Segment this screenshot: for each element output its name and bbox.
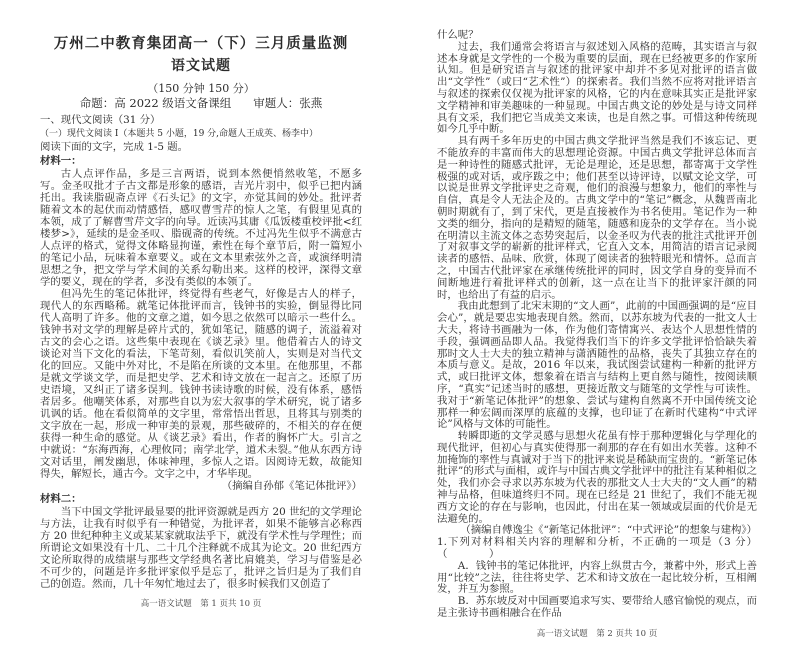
page-footer: 高一语文试题 第 2 页共 10 页 [536, 628, 658, 639]
material1-source: （摘编自孙郁《笔记体批评》） [221, 480, 362, 492]
material2-paragraph: 我由此想到了北宋末期的“文人画”，此前的中国画强调的是“应目会心”，就是要忠实地表现自然。然而，以苏东坡为代表的一批文人士大夫，将诗书画融为一体，作为他们寄情寓兴、表达个人思想性情的手段，强调画品即人品。我觉得我们当下的许多文学批评恰恰缺失着那时文人士大夫的独立精神与潇洒随性的品格，丧失了其独立存在的本质与意义。是故，2016 年以来，我试图尝试建构一种新的批评方式，或曰批评文体，想象着在语言与结构上更自然与随性，按阅读顺序，“真实”记述当时的感想，更接近散文与随笔的文学性与可读性。我对于“新笔记体批评”的想象、尝试与建构自然离不开中国传统文论那样一种宏阔而深厚的底蕴的支撑，也印证了在新时代建构“中式评论”风格与文体的可能性。 [437, 300, 757, 431]
question-1-stem: 1.下列对材料相关内容的理解和分析，不正确的一项是（3 分）（ ） [437, 536, 757, 561]
material1-label: 材料一： [40, 155, 82, 167]
subsection-heading: （一）现代文阅读 I（本题共 5 小题，19 分,命题人王成英、杨李中） [40, 129, 319, 139]
question-1-option-a: A．钱钟书的笔记体批评，内容上纵贯古今，兼蓄中外，形式上善用“比较”之法，往往将史学、艺术和诗文放在一起比较分析，互相阐发，并互为参照。 [437, 559, 757, 596]
exam-page-2 [397, 0, 794, 652]
material2-paragraph: 当下中国文学批评最显要的批评资源就是西方 20 世纪的文学理论与方法，让我有时似乎有一种错觉，为批评者，如果不能够言必称西方 20 世纪种种主义或某某家就取法乎下，就没有学术性与学理性；而所谓论文如果没有十几、二十几个注释就不成其为论文。20 世纪西方文论所取得的成绩堪与那些文学经典名著比肩媲美，学习与借鉴是必不可少的，问题是许多批评家似乎是忘了，批评之旨归是为了我们自己的创造。然而，几十年匆忙地过去了，很多时候我们又创造了 [40, 506, 362, 590]
exam-title: 万州二中教育集团高一（下）三月质量监测 [53, 35, 349, 52]
material2-label: 材料二： [40, 493, 82, 505]
instruction: 阅读下面的文字，完成 1-5 题。 [40, 141, 189, 153]
time-score: （150 分钟 150 分） [147, 82, 255, 95]
material1-paragraph: 古人点评作品，多是三言两语，说到本然便悄然收笔，不愿多写。金圣叹批才子古文都是形象的感语，吉光片羽中，似乎已把内涵托出。我读脂砚斋点评《石头记》的文字，亦觉其间的妙处。批评者随着文本的起伏而动情感悟，感叹曹雪芹的惊人之笔，有假里见真的本领，成了了解曹雪芹文字的向导。近读冯其庸《瓜饭楼重校评批<红楼梦>》，延续的是金圣叹、脂砚斋的传统。不过冯先生似乎不满意古人点评的格式，觉得文体略显拘谨，索性在每个章节后，附一篇短小的笔记小品，玩味着本章要义。或在文本里索弦外之音，或演绎明清思想之争，把文学与学术间的关系勾勒出来。这样的校评，深得文章学的要义，现在的学者，多没有类似的本领了。 [40, 168, 362, 288]
material1-paragraph: 但冯先生的笔记体批评，终觉得有些老气，好像是古人的样子，现代人的东西略稀。就笔记体批评而言，钱钟书的实验，倒显得比同代人高明了许多。他的文章之道，如今思之依然可以暗示一些什么。钱钟书对文学的理解是碎片式的，犹如笔记，随感的调子，流溢着对古文的会心之语。这些集中表现在《谈艺录》里。他借着古人的诗文谈论对当下文化的看法，下笔苛刻，看似讥笑前人，实则是对当代文化的回应。又能中外对比，不是陷在所谈的文本里。在他那里，不都是就文学谈文学，而是把史学、艺术和诗文放在一起言之。还原了历史语境，又纠正了诸多误判。钱钟书读诗歌的时候，没有体系，感悟者居多。他嘲笑体系，对那些自以为宏大叙事的学术研究，说了诸多讥讽的话。他在看似简单的文字里，常常悟出哲思，且将其与别类的文字放在一起，形成一种审美的景观，那些破碎的，不相关的存在便获得一种生命的感觉。从《谈艺录》看出，作者的胸怀广大。引言之中就说：“东海西海，心理攸同；南学北学，道术未裂。”他从东西方诗文对话里，阐发幽思，体味神理，多惊人之语。因阅诗无数，故能知得失，解短长，通古今。文字之中，才华毕现。 [40, 288, 362, 480]
section-heading: 一、现代文阅读（31 分） [40, 114, 161, 126]
material2-paragraph: 过去，我们通常会将语言与叙述划入风格的范畴，其实语言与叙述本身就是文学性的一个极为重要的层面，现在已经被更多的作家所认知。但是研究语言与叙述的批评家中却并不多见对批评的语言做出“文学性”（或曰“艺术性”）的探索者。我们当然不应将对批评语言与叙述的探索仅仅视为批评家的风格，它的内在意味其实正是批评家文学精神和审美趣味的一种显现。中国古典文论的妙处是与诗文同样具有文采，我们把它当成美文来读，也是自然之事。可惜这种传统现如今几乎中断。 [437, 40, 757, 136]
authors: 命题：高 2022 级语文备课组 审题人：张燕 [79, 96, 323, 110]
continuation-text: 什么呢？ [437, 29, 479, 41]
page-footer: 高一语文试题 第 1 页共 10 页 [140, 599, 262, 609]
page2-body [437, 30, 757, 620]
material2-paragraph: 转瞬即逝的文学灵感与思想火花虽有悖于那种逻辑化与学理化的现代批评，但初心与真实使得那一刹那的存在有如出水芙蓉。这种不加掩饰的率性与真诚对于当下的批评来说是稀缺而宝贵的。“新笔记体批评”的形式与面相，或许与中国古典文学批评中的批注有某种相似之处，我们亦会寻求以苏东坡为代表的那批文人士大夫的“文人画”的精神与品格，但味道终归不同。现在已经是 21 世纪了，我们不能无视西方文论的存在与影响，也因此，付出在某一领域或层面的代价是无法避免的。 [437, 430, 757, 525]
question-1-option-b: B．苏东坡反对中国画要追求写实、要带给人感官愉悦的观点，而是主张诗书画相融合在作品 [437, 595, 757, 620]
material2-paragraph: 具有两千多年历史的中国古典文学批评当然是我们不该忘记、更不能放弃的丰富而伟大的思想理论资源。中国古典文学批评总体而言是一种诗性的随感式批评，无论是理论，还是思想，都寄寓于文学性极强的或对话，或序跋之中；他们甚至以诗评诗，以赋文论文学，可以说是世界文学批评史之奇观，他们的浪漫与想象力，他们的率性与自信，真是令人无法企及的。古典文学中的“笔记”概念，从魏晋南北朝时期就有了，到了宋代，更是直接被作为书名使用。笔记作为一种文类的细分，指向的是精短的随笔，随感和庞杂的文学存在。当小说在明清以主流文体之态势突起后，以金圣叹为代表的批注式批评开创了对叙事文学的崭新的批评样式，它直入文本，用简洁的语言记录阅读者的感悟、品味、欣赏，体现了阅读者的独特眼光和情怀。总而言之，中国古代批评家在承继传统批评的同时，因文学自身的变异而不间断地进行着批评样式的创新，这一点在让当下的批评家汗颜的同时，也给出了有益的启示。 [437, 135, 757, 301]
page1-body [40, 113, 362, 590]
exam-subtitle: 语文试题 [171, 58, 231, 74]
material2-source: （摘编自傅逸尘《“新笔记体批评”：“中式评论”的想象与建构》） [460, 524, 757, 537]
exam-page-1 [0, 0, 397, 622]
